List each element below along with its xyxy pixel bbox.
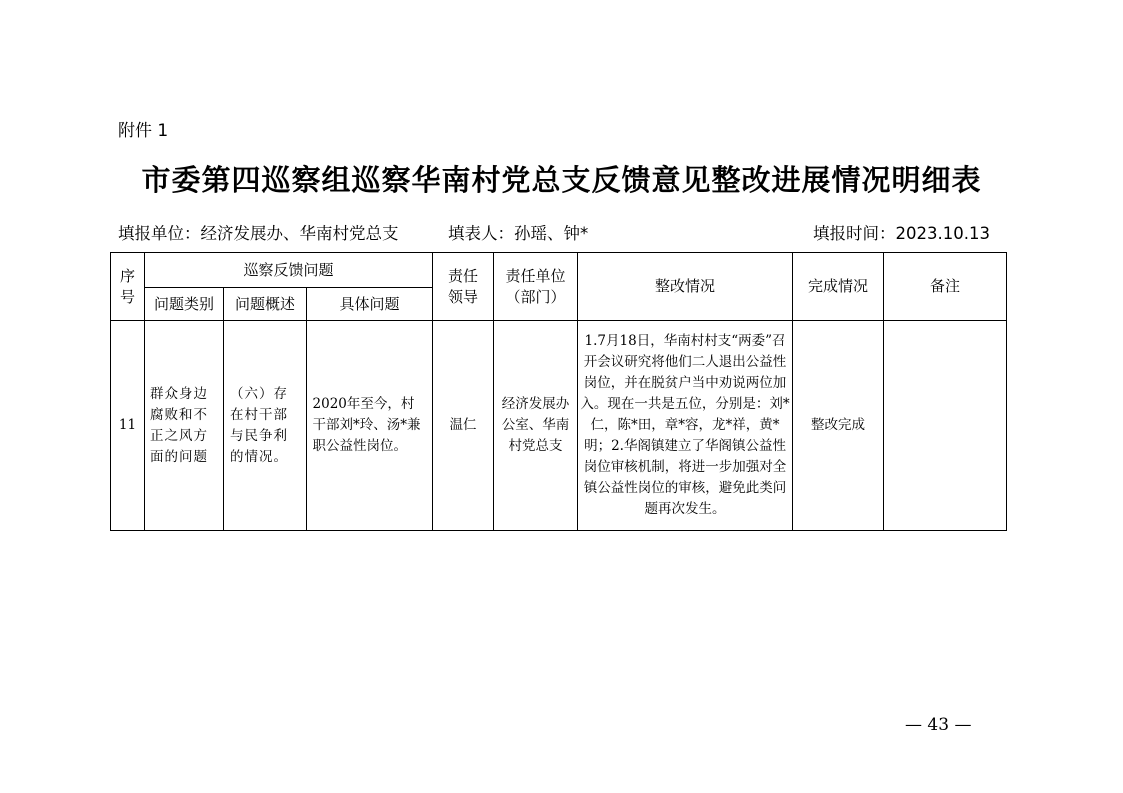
report-meta xyxy=(118,220,990,244)
cell-summary: （六）存在村干部与民争利的情况。 xyxy=(224,321,307,531)
header-completion: 完成情况 xyxy=(793,253,884,321)
attachment-label: 附件 1 xyxy=(118,121,169,141)
cell-rectification: 1.7月18日，华南村村支“两委”召开会议研究将他们二人退出公益性岗位，并在脱贫户当中劝说两位加入。现在一共是五位，分别是：刘*仁，陈*田，章*容，龙*祥，黄*明；2.华阁镇建立了华阁镇公益性岗位审核机制，将进一步加强对全镇公益性岗位的审核，避免此类问题再次发生。 xyxy=(578,321,793,531)
header-category: 问题类别 xyxy=(145,288,224,321)
page-title: 市委第四巡察组巡察华南村党总支反馈意见整改进展情况明细表 xyxy=(141,163,982,197)
header-remark: 备注 xyxy=(884,253,1007,321)
cell-seq: 11 xyxy=(111,321,145,531)
cell-specific: 2020年至今，村干部刘*玲、汤*兼职公益性岗位。 xyxy=(307,321,433,531)
cell-leader: 温仁 xyxy=(433,321,494,531)
header-summary: 问题概述 xyxy=(224,288,307,321)
header-leader: 责任领导 xyxy=(433,253,494,321)
cell-remark xyxy=(884,321,1007,531)
header-feedback-group: 巡察反馈问题 xyxy=(145,253,433,288)
header-seq: 序号 xyxy=(111,253,145,321)
report-time: 填报时间：2023.10.13 xyxy=(813,224,990,243)
header-rectification: 整改情况 xyxy=(578,253,793,321)
cell-category: 群众身边腐败和不正之风方面的问题 xyxy=(145,321,224,531)
rectification-table xyxy=(110,252,1007,531)
report-filler: 填表人：孙瑶、钟* xyxy=(448,224,589,243)
cell-completion: 整改完成 xyxy=(793,321,884,531)
cell-dept: 经济发展办公室、华南村党总支 xyxy=(494,321,578,531)
table-row xyxy=(111,321,1007,531)
page-number: — 43 — xyxy=(905,715,972,735)
header-dept: 责任单位（部门） xyxy=(494,253,578,321)
report-unit: 填报单位：经济发展办、华南村党总支 xyxy=(118,224,399,243)
header-specific: 具体问题 xyxy=(307,288,433,321)
